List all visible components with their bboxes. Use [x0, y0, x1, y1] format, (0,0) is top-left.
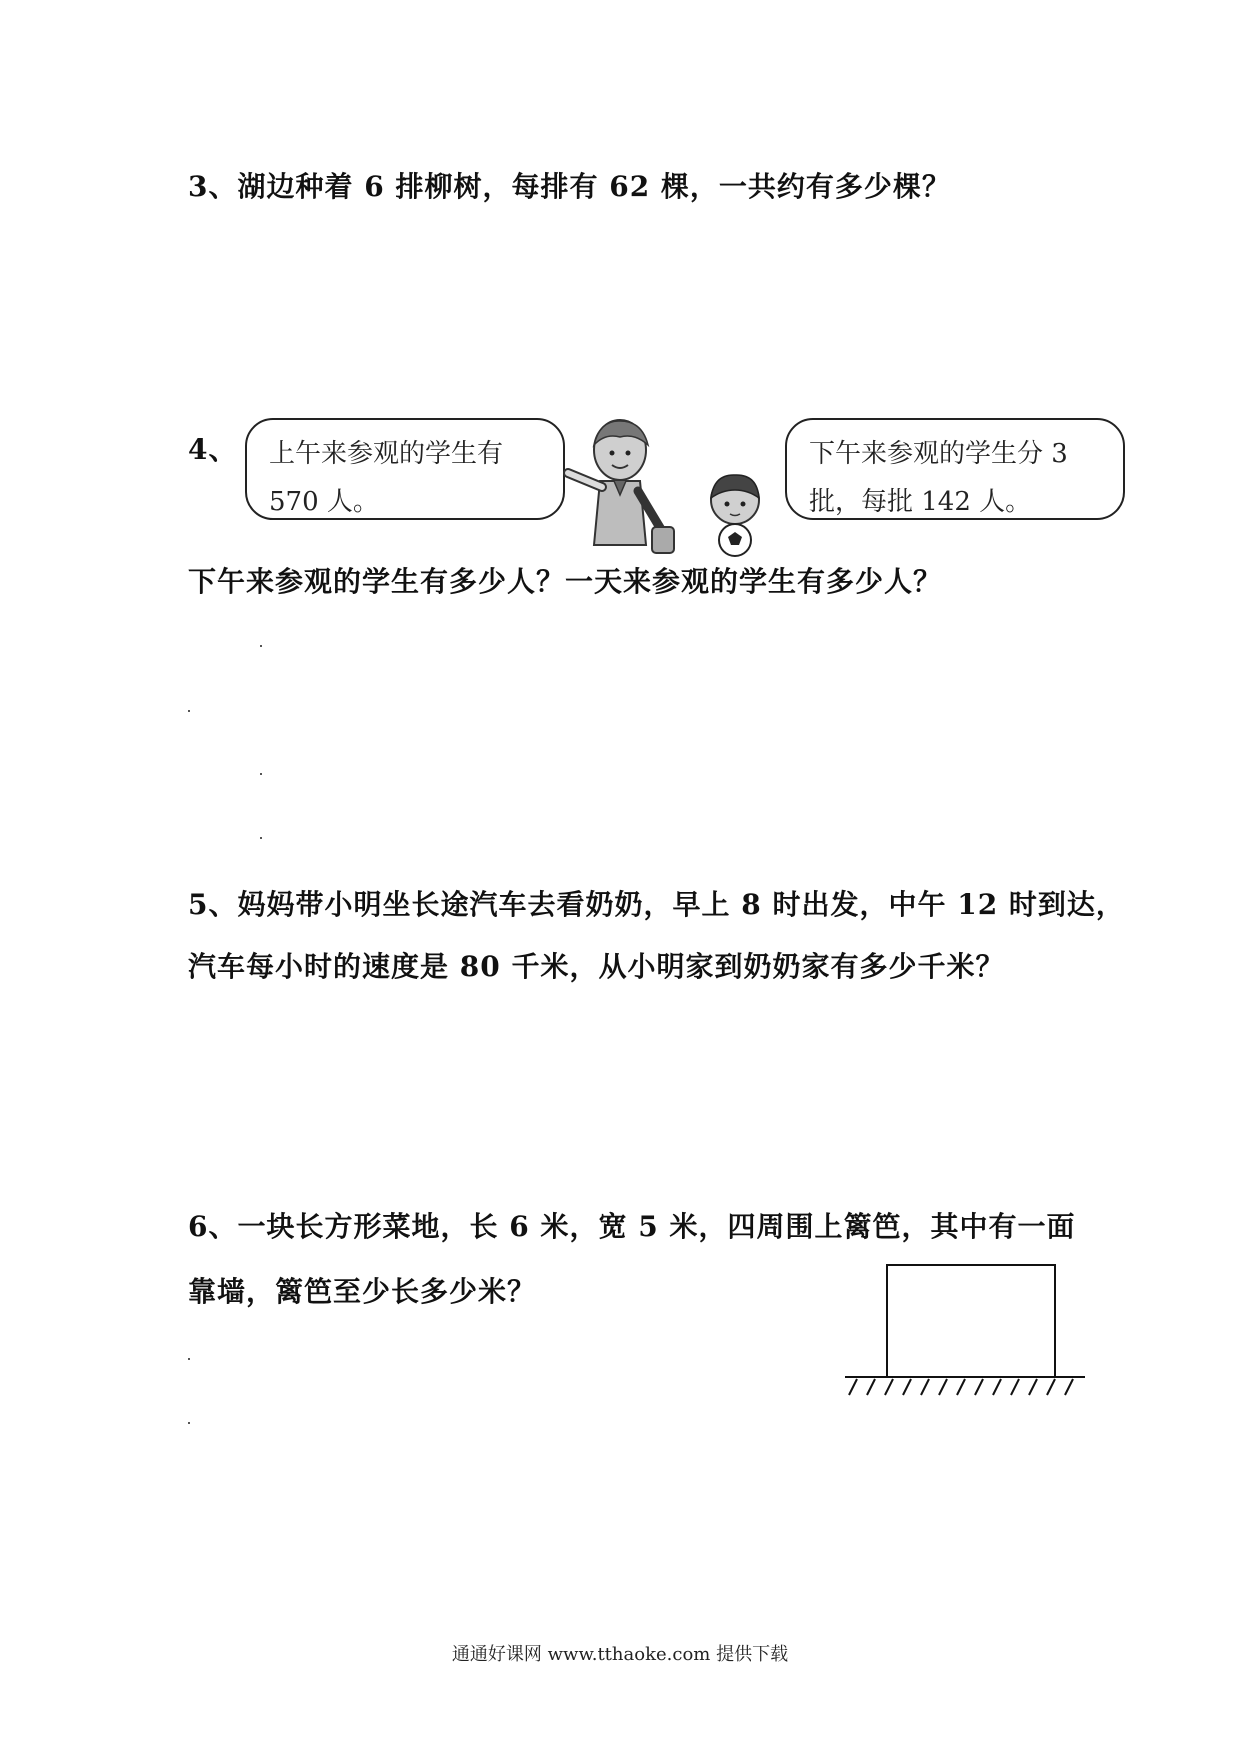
bubble-right-line-2: 批，每批 142 人。	[809, 487, 1032, 517]
scan-speck	[260, 837, 262, 839]
question-4-text: 下午来参观的学生有多少人？一天来参观的学生有多少人？	[188, 565, 943, 598]
scan-speck	[260, 645, 262, 647]
question-6-line-1: 6、一块长方形菜地，长 6 米，宽 5 米，四周围上篱笆，其中有一面	[188, 1210, 1076, 1243]
question-5-line-1: 5、妈妈带小明坐长途汽车去看奶奶，早上 8 时出发，中午 12 时到达，	[188, 888, 1125, 921]
girl-with-ball-illustration	[700, 470, 770, 560]
garden-against-wall-diagram	[845, 1255, 1095, 1395]
question-4-number: 4、	[188, 433, 238, 466]
speech-bubble-right	[785, 418, 1125, 520]
bubble-left-line-1: 上午来参观的学生有	[269, 439, 504, 469]
question-3: 3、湖边种着 6 排柳树，每排有 62 棵，一共约有多少棵？	[188, 170, 951, 203]
page-footer: 通通好课网 www.tthaoke.com 提供下载	[451, 1644, 789, 1665]
scan-speck	[260, 773, 262, 775]
question-5-line-2: 汽车每小时的速度是 80 千米，从小明家到奶奶家有多少千米？	[188, 950, 1005, 983]
question-6-line-2: 靠墙，篱笆至少长多少米？	[188, 1275, 537, 1308]
boy-pointing-illustration	[560, 415, 680, 565]
bubble-left-line-2: 570 人。	[269, 487, 379, 517]
scan-speck	[188, 1422, 190, 1424]
scan-speck	[188, 710, 190, 712]
bubble-right-line-1: 下午来参观的学生分 3	[809, 439, 1068, 469]
speech-bubble-left	[245, 418, 565, 520]
scan-speck	[188, 1358, 190, 1360]
